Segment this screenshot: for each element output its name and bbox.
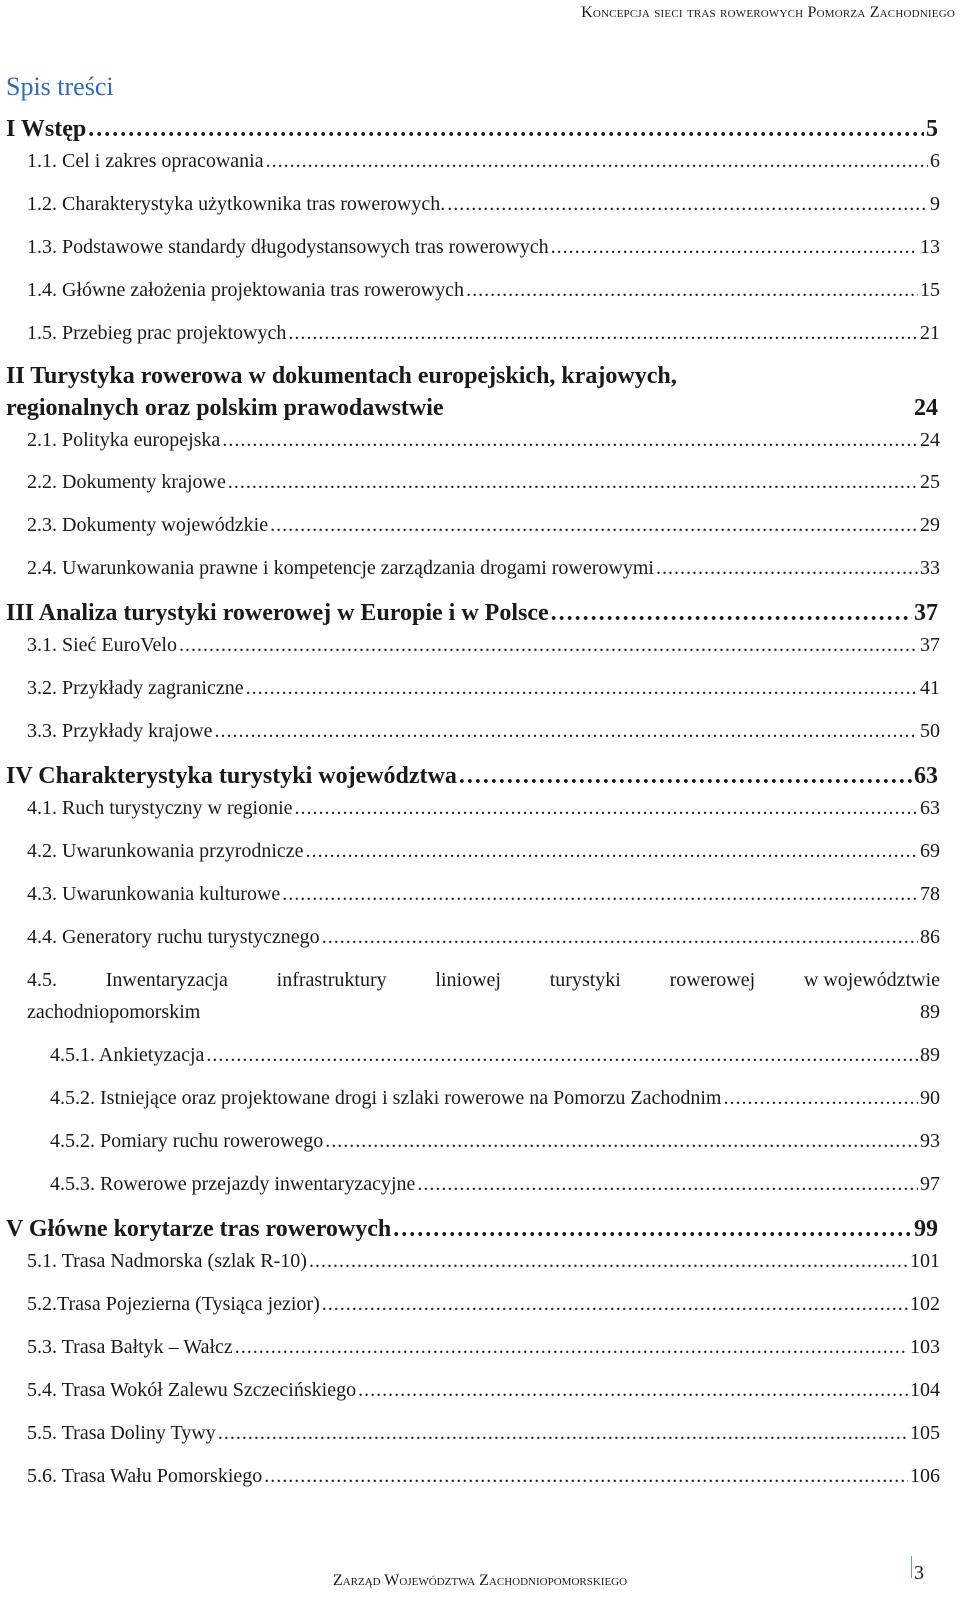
toc-section-5-2[interactable]	[0, 1289, 960, 1332]
dot-leader	[246, 673, 918, 703]
toc-entry-label: 2.1. Polityka europejska	[27, 429, 221, 451]
toc-entry-label: 5.1. Trasa Nadmorska (szlak R-10)	[27, 1250, 307, 1272]
dot-leader	[358, 1375, 908, 1405]
toc-entry-page: 106	[910, 1465, 940, 1487]
toc-entry-page: 25	[920, 471, 940, 493]
dot-leader	[206, 1040, 918, 1070]
toc-entry-page: 90	[920, 1087, 940, 1109]
toc-entry-label: 2.3. Dokumenty wojewódzkie	[27, 514, 269, 536]
toc-entry-label: 3.2. Przykłady zagraniczne	[27, 677, 244, 699]
toc-entry-label: 4.2. Uwarunkowania przyrodnicze	[27, 840, 304, 862]
toc-section-1-4[interactable]	[0, 275, 960, 318]
page-number: 3	[914, 1562, 924, 1584]
toc-entry-label: V Główne korytarze tras rowerowych	[6, 1216, 392, 1242]
toc-entry-page: 105	[910, 1422, 940, 1444]
toc-entry-label: 3.1. Sieć EuroVelo	[27, 634, 177, 656]
toc-entry-label: 1.4. Główne założenia projektowania tras rowerowych	[27, 279, 465, 301]
toc-entry-page: 86	[920, 926, 940, 948]
toc-section-5-6[interactable]	[0, 1461, 960, 1504]
toc-section-1-2[interactable]	[0, 189, 960, 232]
toc-word: liniowej	[435, 969, 501, 991]
toc-entry-label: 1.1. Cel i zakres opracowania	[27, 150, 264, 172]
toc-section-2-4[interactable]	[0, 553, 960, 596]
toc-entry-label: 4.4. Generatory ruchu turystycznego	[27, 926, 320, 948]
dot-leader	[393, 1212, 912, 1246]
toc-entry-page: 89	[920, 1044, 940, 1066]
toc-word: 4.5.	[27, 969, 57, 991]
dot-leader	[325, 1126, 918, 1156]
toc-section-5-5[interactable]	[0, 1418, 960, 1461]
toc-entry-page: 37	[920, 634, 940, 656]
dot-leader	[417, 1169, 918, 1199]
toc-entry-page: 99	[914, 1216, 938, 1242]
toc-entry-page: 104	[910, 1379, 940, 1401]
toc-entry-page: 9	[930, 193, 940, 215]
toc-entry-page: 63	[920, 797, 940, 819]
dot-leader	[322, 1289, 908, 1319]
running-footer: Zarząd Województwa Zachodniopomorskiego	[332, 1572, 628, 1589]
toc-entry-label: 5.6. Trasa Wału Pomorskiego	[27, 1465, 263, 1487]
toc-entry-label: III Analiza turystyki rowerowej w Europie i w Polsce	[6, 600, 549, 626]
toc-subsection-4-5-3[interactable]	[0, 1169, 960, 1212]
dot-leader	[723, 1083, 918, 1113]
toc-section-4-4[interactable]	[0, 922, 960, 965]
dot-leader	[466, 275, 918, 305]
page-number-divider	[911, 1556, 912, 1578]
toc-entry-label: I Wstęp	[6, 116, 87, 142]
dot-leader	[295, 793, 919, 823]
toc-entry-label: 4.5.3. Rowerowe przejazdy inwentaryzacyjne	[50, 1173, 416, 1195]
toc-entry-label: IV Charakterystyka turystyki województwa	[6, 763, 457, 789]
toc-title: Spis treści	[6, 72, 114, 101]
toc-entry-page: 41	[920, 677, 940, 699]
toc-entry-label-line1	[27, 965, 940, 997]
toc-section-1-5[interactable]	[0, 318, 960, 361]
toc-section-3-1[interactable]	[0, 630, 960, 673]
toc-section-5-1[interactable]	[0, 1246, 960, 1289]
dot-leader	[551, 596, 912, 630]
toc-word: turystyki	[549, 969, 621, 991]
toc-entry-label-line2: zachodniopomorskim	[27, 1001, 201, 1023]
toc-entry-label: 1.5. Przebieg prac projektowych	[27, 322, 287, 344]
toc-entry-page: 63	[914, 763, 938, 789]
toc-chapter-2[interactable]	[0, 361, 960, 425]
toc-section-5-4[interactable]	[0, 1375, 960, 1418]
toc-section-1-3[interactable]	[0, 232, 960, 275]
dot-leader	[235, 1332, 908, 1362]
toc-chapter-5[interactable]	[0, 1212, 960, 1246]
toc-entry-page: 102	[910, 1293, 940, 1315]
toc-entry-label: 5.4. Trasa Wokół Zalewu Szczecińskiego	[27, 1379, 357, 1401]
toc-entry-page: 37	[914, 600, 938, 626]
dot-leader	[306, 836, 918, 866]
toc-entry-page: 5	[926, 116, 938, 142]
dot-leader	[282, 879, 918, 909]
toc-entry-page: 69	[920, 840, 940, 862]
toc-entry-label: 4.3. Uwarunkowania kulturowe	[27, 883, 281, 905]
toc-entry-label: 5.5. Trasa Doliny Tywy	[27, 1422, 216, 1444]
toc-entry-label: 2.4. Uwarunkowania prawne i kompetencje zarządzania drogami rowerowymi	[27, 557, 654, 579]
toc-entry-label: 5.2.Trasa Pojezierna (Tysiąca jezior)	[27, 1293, 320, 1315]
toc-chapter-1[interactable]	[0, 112, 960, 146]
toc-section-4-1[interactable]	[0, 793, 960, 836]
dot-leader	[264, 1461, 908, 1491]
toc-section-4-2[interactable]	[0, 836, 960, 879]
toc-entry-label: 3.3. Przykłady krajowe	[27, 720, 213, 742]
dot-leader	[459, 759, 912, 793]
toc-word: infrastruktury	[276, 969, 387, 991]
dot-leader	[656, 553, 918, 583]
dot-leader	[551, 232, 918, 262]
table-of-contents	[0, 112, 960, 1504]
toc-subsection-4-5-2b[interactable]	[0, 1126, 960, 1169]
toc-entry-label: 4.1. Ruch turystyczny w regionie	[27, 797, 293, 819]
toc-entry-page: 6	[930, 150, 940, 172]
toc-entry-page: 24	[914, 395, 938, 421]
toc-entry-label: 5.3. Trasa Bałtyk – Wałcz	[27, 1336, 233, 1358]
toc-entry-page: 29	[920, 514, 940, 536]
dot-leader	[228, 467, 918, 497]
toc-entry-label: 2.2. Dokumenty krajowe	[27, 471, 226, 493]
toc-entry-page: 93	[920, 1130, 940, 1152]
dot-leader	[309, 1246, 908, 1276]
toc-section-4-5[interactable]	[0, 965, 960, 1040]
running-header: Koncepcja sieci tras rowerowych Pomorza Zachodniego	[581, 4, 955, 21]
toc-entry-page: 13	[920, 236, 940, 258]
toc-chapter-3[interactable]	[0, 596, 960, 630]
dot-leader	[322, 922, 918, 952]
toc-entry-page: 24	[920, 429, 940, 451]
toc-subsection-4-5-1[interactable]	[0, 1040, 960, 1083]
dot-leader	[447, 189, 928, 219]
toc-word: rowerowej	[669, 969, 756, 991]
toc-entry-page: 103	[910, 1336, 940, 1358]
toc-word: w województwie	[803, 969, 940, 991]
toc-entry-page: 97	[920, 1173, 940, 1195]
toc-entry-page: 89	[920, 1001, 940, 1023]
toc-chapter-4[interactable]	[0, 759, 960, 793]
toc-subsection-4-5-2a[interactable]	[0, 1083, 960, 1126]
toc-entry-page: 15	[920, 279, 940, 301]
toc-entry-page: 33	[920, 557, 940, 579]
dot-leader	[222, 425, 918, 455]
dot-leader	[88, 112, 924, 146]
toc-entry-label: 4.5.2. Istniejące oraz projektowane drogi i szlaki rowerowe na Pomorzu Zachodnim	[50, 1087, 722, 1109]
toc-word: Inwentaryzacja	[105, 969, 228, 991]
dot-leader	[218, 1418, 908, 1448]
toc-entry-page: 78	[920, 883, 940, 905]
toc-entry-label: 4.5.1. Ankietyzacja	[50, 1044, 205, 1066]
toc-entry-page: 50	[920, 720, 940, 742]
toc-section-5-3[interactable]	[0, 1332, 960, 1375]
toc-section-3-3[interactable]	[0, 716, 960, 759]
toc-section-3-2[interactable]	[0, 673, 960, 716]
dot-leader	[215, 716, 918, 746]
toc-entry-label-line2: regionalnych oraz polskim prawodawstwie	[6, 395, 444, 421]
toc-entry-page: 101	[910, 1250, 940, 1272]
toc-section-2-3[interactable]	[0, 510, 960, 553]
toc-section-2-2[interactable]	[0, 467, 960, 510]
toc-entry-label: 1.2. Charakterystyka użytkownika tras rowerowych.	[27, 193, 446, 215]
dot-leader	[266, 146, 928, 176]
toc-entry-label: 1.3. Podstawowe standardy długodystansowych tras rowerowych	[27, 236, 549, 258]
toc-section-2-1[interactable]	[0, 425, 960, 467]
toc-section-4-3[interactable]	[0, 879, 960, 922]
toc-section-1-1[interactable]	[0, 146, 960, 189]
dot-leader	[179, 630, 918, 660]
dot-leader	[270, 510, 918, 540]
toc-entry-page: 21	[920, 322, 940, 344]
dot-leader	[288, 318, 918, 348]
toc-entry-label-line1: II Turystyka rowerowa w dokumentach europejskich, krajowych,	[6, 363, 677, 389]
toc-entry-label: 4.5.2. Pomiary ruchu rowerowego	[50, 1130, 324, 1152]
